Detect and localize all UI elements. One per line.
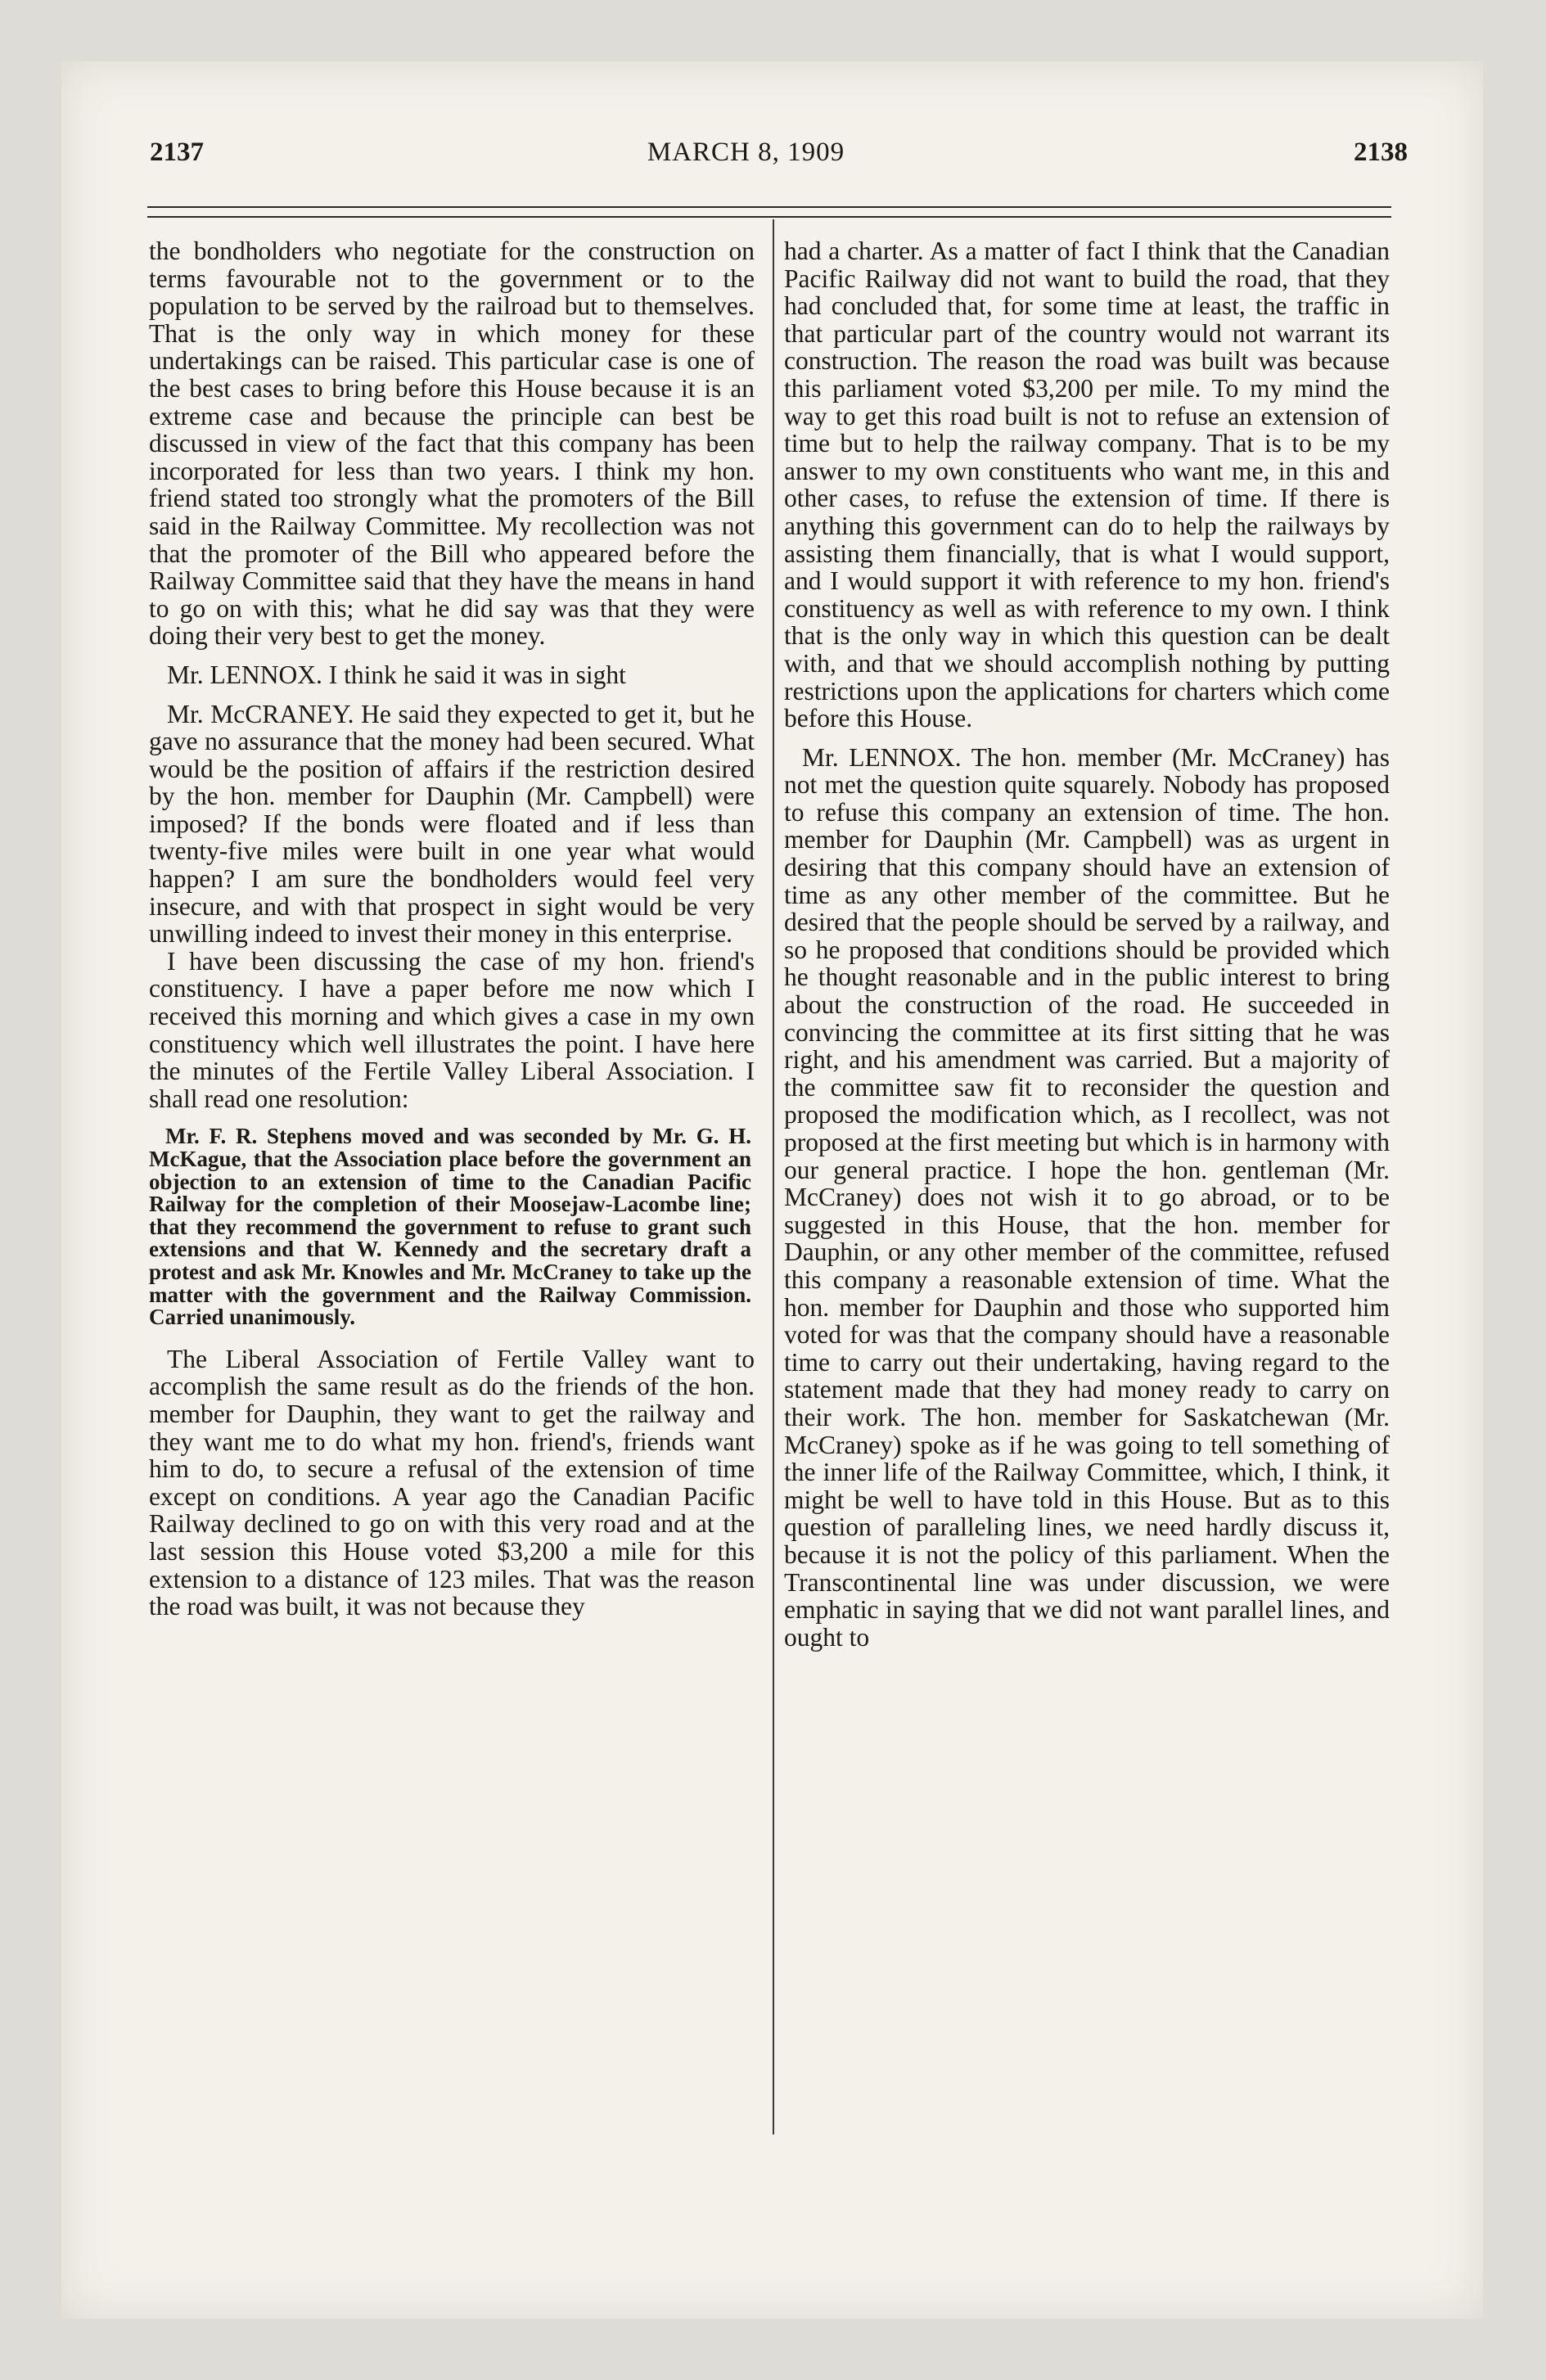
header-rule-bottom — [147, 216, 1391, 218]
paragraph: I have been discussing the case of my hon. friend's constituency. I have a paper before me now which I received this morning and which gives a case in my own constituency which well illustrates the point. I have here the minutes of the Fertile Valley Liberal Association. I shall read one resolution: — [149, 946, 755, 1113]
paragraph: The Liberal Association of Fertile Valley want to accomplish the same result as do the friends of the hon. member for Dauphin, they want to get the railway and they want me to do what my hon. friend's, friends want him to do, to secure a refusal of the extension of time except on conditions. A year ago the Canadian Pacific Railway declined to go on with this very road and at the last session this House voted $3,200 a mile for this extension to a distance of 123 miles. That was the reason the road was built, it was not because they — [149, 1344, 755, 1621]
paragraph: Mr. LENNOX. I think he said it was in sight — [167, 660, 626, 689]
left-page-number: 2137 — [150, 137, 204, 167]
paragraph: Mr. McCRANEY. He said they expected to get it, but he gave no assurance that the money had been secured. What would be the position of affairs if the restriction desired by the hon. member for Dauphin (Mr. Campbell) were imposed? If the bonds were floated and if less than twenty-five miles were built in one year what would happen? I am sure the bondholders would feel very insecure, and with that prospect in sight would be very unwilling indeed to invest their money in this enterprise. — [149, 699, 755, 949]
right-page-number: 2138 — [1354, 137, 1408, 167]
paragraph: the bondholders who negotiate for the construction on terms favourable not to the government or to the population to be served by the railroad but to themselves. That is the only way in which money for these undertakings can be raised. This particular case is one of the best cases to bring before this House because it is an extreme case and because the principle can best be discussed in view of the fact that this company has been incorporated for less than two years. I think my hon. friend stated too strongly what the promoters of the Bill said in the Railway Committee. My recollection was not that the promoter of the Bill who appeared before the Railway Committee said that they have the means in hand to go on with this; what he did say was that they were doing their very best to get the money. — [149, 237, 755, 651]
left-column — [149, 237, 755, 2152]
paragraph: had a charter. As a matter of fact I think that the Canadian Pacific Railway did not want to build the road, that they had concluded that, for some time at least, the traffic in that particular part of the country would not warrant its construction. The reason the road was built was because this parliament voted $3,200 per mile. To my mind the way to get this road built is not to refuse an extension of time but to help the railway company. That is to be my answer to my own constituents who want me, in this and other cases, to refuse the extension of time. If there is anything this government can do to help the railways by assisting them financially, that is what I would support, and I would support it with reference to my hon. friend's constituency as well as with reference to my own. I think that is the only way in which this question can be dealt with, and that we should accomplish nothing by putting restrictions upon the applications for charters which come before this House. — [784, 237, 1390, 733]
column-divider — [773, 219, 774, 2134]
page-header — [84, 137, 1408, 177]
right-column — [784, 237, 1390, 2152]
page-date: MARCH 8, 1909 — [647, 137, 845, 167]
header-rule-top — [147, 206, 1391, 208]
quoted-resolution: Mr. F. R. Stephens moved and was seconded by Mr. G. H. McKague, that the Association place before the government an objection to an extension of time to the Canadian Pacific Railway for the completion of their Moosejaw-Lacombe line; that they recommend the government to refuse to grant such extensions and that W. Kennedy and the secretary draft a protest and ask Mr. Knowles and Mr. McCraney to take up the matter with the government and the Railway Commission. Carried unanimously. — [149, 1124, 751, 1330]
paragraph: Mr. LENNOX. The hon. member (Mr. McCraney) has not met the question quite squarely. Nobody has proposed to refuse this company an extension of time. The hon. member for Dauphin (Mr. Campbell) was as urgent in desiring that this company should have an extension of time as any other member of the committee. But he desired that the people should be served by a railway, and so he proposed that conditions should be provided which he thought reasonable and in the public interest to bring about the construction of the road. He succeeded in convincing the committee at its first sitting that he was right, and his amendment was carried. But a majority of the committee saw fit to reconsider the question and proposed the modification which, as I recollect, was not proposed at the first meeting but which is in harmony with our general practice. I hope the hon. gentleman (Mr. McCraney) does not wish it to go abroad, or to be suggested in this House, that the hon. member for Dauphin, or any other member of the committee, refused this company a reasonable extension of time. What the hon. member for Dauphin and those who supported him voted for was that the company should have a reasonable time to carry out their undertaking, having regard to the statement made that they had money ready to carry on their work. The hon. member for Saskatchewan (Mr. McCraney) spoke as if he was going to tell something of the inner life of the Railway Committee, which, I think, it might be well to have told in this House. But as to this question of paralleling lines, we need hardly discuss it, because it is not the policy of this parliament. When the Transcontinental line was under discussion, we were emphatic in saying that we did not want parallel lines, and ought to — [784, 742, 1390, 1652]
